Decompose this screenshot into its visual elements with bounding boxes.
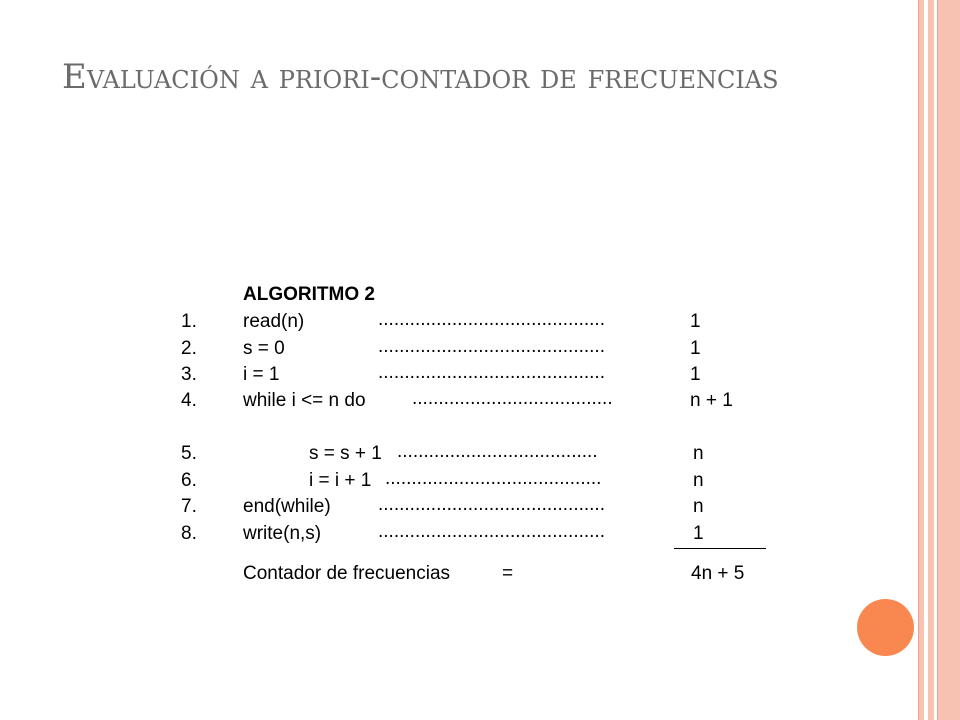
leader-dots: ......................................: [397, 441, 598, 462]
decorative-line: [918, 0, 919, 720]
total-label: Contador de frecuencias: [243, 563, 451, 584]
line-count: 1: [693, 523, 704, 544]
line-count: n + 1: [690, 390, 733, 411]
line-statement: while i <= n do: [243, 390, 366, 411]
line-number: 3.: [181, 364, 197, 385]
algorithm-heading: ALGORITMO 2: [243, 284, 375, 305]
line-count: n: [693, 470, 704, 491]
leader-dots: ......................................: [412, 388, 613, 409]
line-number: 8.: [181, 523, 197, 544]
leader-dots: ...........................................: [378, 309, 605, 330]
line-count: n: [693, 496, 704, 517]
decorative-circle: [857, 599, 914, 656]
sum-rule: [674, 548, 766, 549]
decorative-stripe: [937, 0, 960, 720]
line-statement: read(n): [243, 311, 305, 332]
line-number: 6.: [181, 470, 197, 491]
total-value: 4n + 5: [691, 563, 745, 584]
line-statement: i = i + 1: [309, 470, 372, 491]
line-count: 1: [690, 311, 701, 332]
decorative-line: [937, 0, 938, 720]
leader-dots: ...........................................: [378, 362, 605, 383]
line-statement: s = s + 1: [309, 443, 382, 464]
leader-dots: .........................................: [385, 468, 602, 489]
line-number: 1.: [181, 311, 197, 332]
leader-dots: ...........................................: [378, 494, 605, 515]
leader-dots: ...........................................: [378, 336, 605, 357]
line-number: 2.: [181, 338, 197, 359]
line-count: 1: [690, 364, 701, 385]
line-statement: end(while): [243, 496, 331, 517]
line-count: 1: [690, 338, 701, 359]
leader-dots: ...........................................: [378, 521, 605, 542]
line-number: 4.: [181, 390, 197, 411]
line-statement: i = 1: [243, 364, 280, 385]
slide-title: Evaluación a priori-contador de frecuencias: [62, 57, 779, 97]
total-equals: =: [502, 563, 514, 584]
line-count: n: [693, 443, 704, 464]
line-statement: s = 0: [243, 338, 285, 359]
line-statement: write(n,s): [243, 523, 322, 544]
line-number: 5.: [181, 443, 197, 464]
line-number: 7.: [181, 496, 197, 517]
